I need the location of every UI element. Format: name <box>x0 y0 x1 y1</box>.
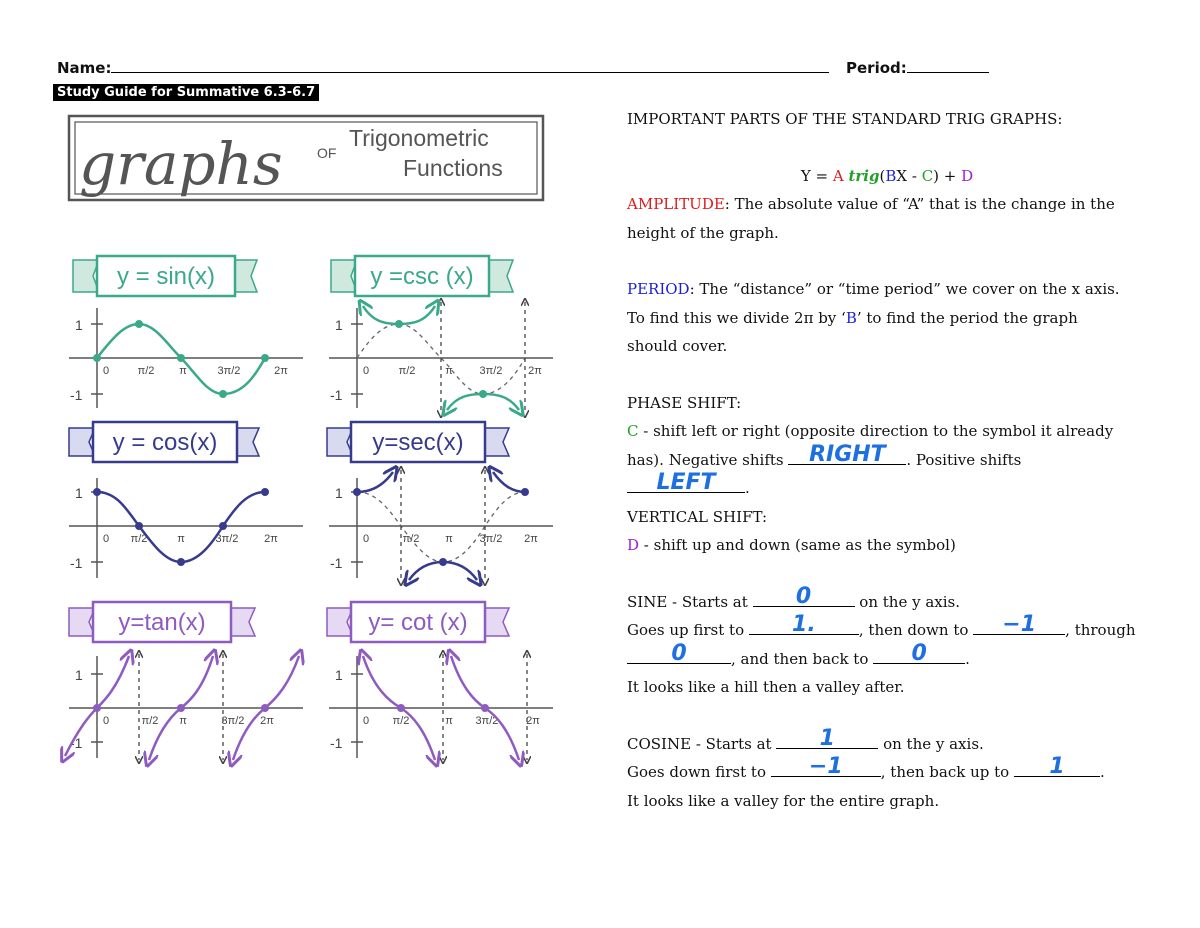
cot-xtick-2pi: 2π <box>526 715 540 727</box>
tan-point <box>261 704 269 712</box>
cos-ytick-neg1: -1 <box>70 555 83 571</box>
sine-line2: Goes up first to 1. , then down to −1 , through <box>627 612 1136 639</box>
period-line2: To find this we divide 2π by ‘B’ to find the period the graph <box>627 308 1078 327</box>
cot-xtick-pi2: π/2 <box>392 715 410 727</box>
csc-point <box>479 390 487 398</box>
period-line1: PERIOD: The “distance” or “time period” we cover on the x axis. <box>627 280 1120 298</box>
cos-down-answer: −1 <box>808 754 843 779</box>
csc-point <box>395 320 403 328</box>
sine-line3: 0 , and then back to 0 . <box>627 645 1167 674</box>
cot-xtick-0: 0 <box>363 715 370 727</box>
period-label: Period: <box>846 59 907 77</box>
phase-heading: PHASE SHIFT: <box>627 393 742 412</box>
cos-xtick-pi2: π/2 <box>130 533 148 545</box>
sine-through-answer: 0 <box>671 640 687 666</box>
title-of: OF <box>317 145 337 161</box>
cot-label: y= cot (x) <box>368 609 468 636</box>
cos-line3: It looks like a valley for the entire graph. <box>627 791 940 810</box>
sine-line4: It looks like a hill then a valley after. <box>627 678 905 696</box>
phase-line2: has). Negative shifts RIGHT . Positive shifts <box>627 441 1022 469</box>
csc-ytick-1: 1 <box>335 317 343 333</box>
cot-banner <box>327 602 509 642</box>
cos-point <box>177 558 185 566</box>
cot-point <box>481 704 489 712</box>
csc-xtick-2pi: 2π <box>528 365 542 377</box>
cot-xtick-pi: π <box>445 715 453 727</box>
sec-xtick-2pi: 2π <box>524 533 538 545</box>
negative-shift-answer: RIGHT <box>809 441 886 467</box>
cos-point <box>261 488 269 496</box>
sin-point <box>219 390 227 398</box>
name-header <box>57 58 829 77</box>
amplitude-line1: AMPLITUDE: The absolute value of “A” that is the change in the <box>627 195 1115 213</box>
sin-banner <box>73 256 257 296</box>
sine-line1: SINE - Starts at 0 on the y axis. <box>627 583 960 611</box>
cos-point <box>135 522 143 530</box>
sine-down-blank[interactable] <box>973 612 1065 637</box>
cos-label: y = cos(x) <box>112 429 218 456</box>
notes-section <box>627 105 1167 815</box>
sin-point <box>177 354 185 362</box>
cos-point <box>93 488 101 496</box>
title-trigonometric: Trigonometric <box>349 125 489 151</box>
cos-xtick-3pi2: 3π/2 <box>215 533 239 545</box>
cot-ytick-neg1: -1 <box>330 735 343 751</box>
cos-banner <box>69 422 259 462</box>
vertical-line: D - shift up and down (same as the symbol) <box>627 536 956 554</box>
tan-point <box>177 704 185 712</box>
period-line3: should cover. <box>627 337 728 355</box>
sec-curve-right <box>493 472 525 492</box>
amplitude-line2: height of the graph. <box>627 223 779 242</box>
cot-panel <box>327 602 553 760</box>
sec-curve-left <box>357 472 393 492</box>
sine-through-blank[interactable] <box>627 640 731 666</box>
negative-shift-blank[interactable] <box>788 441 906 467</box>
sine-up-blank[interactable] <box>749 612 859 637</box>
cos-ytick-1: 1 <box>75 485 83 501</box>
title-graphs: graphs <box>79 130 283 198</box>
csc-xtick-pi2: π/2 <box>398 365 416 377</box>
sin-xtick-pi2: π/2 <box>137 365 155 377</box>
cos-xtick-pi: π <box>177 533 185 545</box>
sin-point <box>135 320 143 328</box>
sin-xtick-2pi: 2π <box>274 365 288 377</box>
csc-ytick-neg1: -1 <box>330 387 343 403</box>
csc-xtick-0: 0 <box>363 365 370 377</box>
sin-label: y = sin(x) <box>116 263 216 290</box>
cos-xtick-0: 0 <box>103 533 110 545</box>
csc-banner <box>331 256 513 296</box>
sin-panel <box>69 256 303 408</box>
tan-xtick-pi2: π/2 <box>141 715 159 727</box>
tan-ytick-neg1: -1 <box>70 735 83 751</box>
name-label: Name: <box>57 59 112 77</box>
sec-xtick-pi2: π/2 <box>402 533 420 545</box>
sec-xtick-3pi2: 3π/2 <box>479 533 503 545</box>
sec-banner <box>327 422 509 462</box>
sec-panel <box>327 422 553 582</box>
cot-xtick-3pi2: 3π/2 <box>475 715 499 727</box>
sec-point <box>353 488 361 496</box>
csc-xtick-3pi2: 3π/2 <box>479 365 503 377</box>
sec-xtick-pi: π <box>445 533 453 545</box>
period-field[interactable] <box>907 58 989 73</box>
cos-xtick-2pi: 2π <box>264 533 278 545</box>
name-field[interactable] <box>111 58 829 73</box>
notes-heading: IMPORTANT PARTS OF THE STANDARD TRIG GRAPHS: <box>627 110 1063 128</box>
csc-xtick-pi: π <box>445 365 453 377</box>
tan-ytick-1: 1 <box>75 667 83 683</box>
tan-point <box>93 704 101 712</box>
tan-label: y=tan(x) <box>118 609 206 636</box>
vertical-heading: VERTICAL SHIFT: <box>627 507 767 526</box>
sec-point <box>439 558 447 566</box>
sine-back-blank[interactable] <box>873 640 965 666</box>
sin-xtick-3pi2: 3π/2 <box>217 365 241 377</box>
sin-ytick-1: 1 <box>75 317 83 333</box>
sin-ytick-neg1: -1 <box>70 387 83 403</box>
cos-up-blank[interactable] <box>1014 754 1100 779</box>
cot-point <box>397 704 405 712</box>
sec-ytick-1: 1 <box>335 485 343 501</box>
csc-panel <box>329 256 553 414</box>
cos-curve <box>97 492 265 562</box>
cot-ytick-1: 1 <box>335 667 343 683</box>
positive-shift-blank[interactable] <box>627 470 745 495</box>
positive-shift-answer: LEFT <box>656 470 716 495</box>
sin-xtick-pi: π <box>179 365 187 377</box>
tan-xtick-2pi: 2π <box>260 715 274 727</box>
formula: Y = A trig(BX - C) + D <box>800 166 974 185</box>
sec-xtick-0: 0 <box>363 533 370 545</box>
tan-xtick-3pi2: 3π/2 <box>221 715 245 727</box>
sin-xtick-0: 0 <box>103 365 110 377</box>
poster-title <box>69 116 543 200</box>
study-guide-subtitle: Study Guide for Summative 6.3-6.7 <box>53 84 319 101</box>
tan-banner <box>69 602 255 642</box>
sine-up-answer: 1. <box>792 612 816 637</box>
sine-down-answer: −1 <box>1002 612 1037 637</box>
tan-panel <box>65 602 303 760</box>
trig-graphs-poster <box>55 108 555 773</box>
csc-label: y =csc (x) <box>370 263 474 290</box>
tan-xtick-pi: π <box>179 715 187 727</box>
cos-down-blank[interactable] <box>771 754 881 779</box>
cos-start-answer: 1 <box>819 725 835 751</box>
cos-up-answer: 1 <box>1049 754 1065 779</box>
sec-point <box>521 488 529 496</box>
cos-line1: COSINE - Starts at 1 on the y axis. <box>627 725 984 753</box>
cos-point <box>219 522 227 530</box>
phase-line3: LEFT . <box>627 474 1167 503</box>
sine-start-answer: 0 <box>795 583 812 609</box>
sine-back-answer: 0 <box>911 640 927 666</box>
sin-point <box>261 354 269 362</box>
tan-xtick-0: 0 <box>103 715 110 727</box>
cos-panel <box>69 422 303 578</box>
sec-label: y=sec(x) <box>372 429 464 456</box>
sec-ytick-neg1: -1 <box>330 555 343 571</box>
cos-start-blank[interactable] <box>776 725 878 751</box>
period-header <box>846 58 989 77</box>
cos-line2: Goes down first to −1 , then back up to 1 . <box>627 754 1105 781</box>
title-functions: Functions <box>403 155 503 181</box>
sin-point <box>93 354 101 362</box>
phase-line1: C - shift left or right (opposite direction to the symbol it already <box>627 422 1114 440</box>
sine-start-blank[interactable] <box>753 583 855 609</box>
